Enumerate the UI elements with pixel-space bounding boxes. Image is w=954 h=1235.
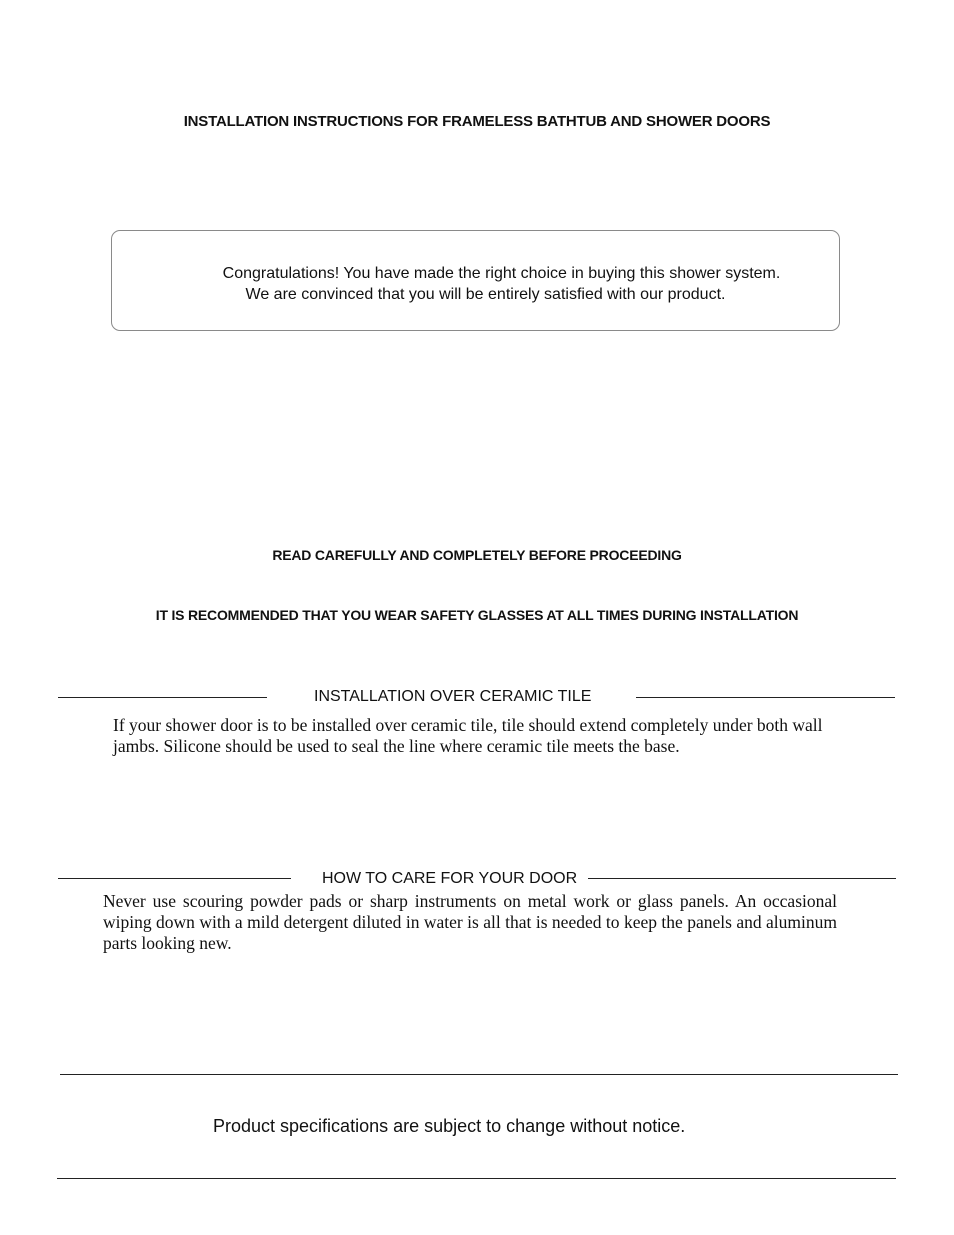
read-carefully-notice: READ CAREFULLY AND COMPLETELY BEFORE PROCEEDING <box>272 547 682 563</box>
ceramic-tile-heading: INSTALLATION OVER CERAMIC TILE <box>314 688 592 705</box>
care-heading: HOW TO CARE FOR YOUR DOOR <box>322 870 578 887</box>
congratulations-line-2: We are convinced that you will be entirely satisfied with our product. <box>245 286 726 303</box>
care-rule-left <box>58 878 291 879</box>
care-rule-right <box>588 878 896 879</box>
footer-rule-top <box>60 1074 898 1075</box>
ceramic-tile-rule-right <box>636 697 895 698</box>
footer-rule-bottom <box>57 1178 896 1179</box>
ceramic-tile-rule-left <box>58 697 267 698</box>
footer-notice: Product specifications are subject to change without notice. <box>213 1116 686 1136</box>
safety-glasses-notice: IT IS RECOMMENDED THAT YOU WEAR SAFETY GLASSES AT ALL TIMES DURING INSTALLATION <box>155 607 799 623</box>
care-body: Never use scouring powder pads or sharp instruments on metal work or glass panels. An occasional wiping down with a mild detergent diluted in water is all that is needed to keep the panels and aluminum parts looking new. <box>103 891 837 953</box>
congratulations-line-1: Congratulations! You have made the right choice in buying this shower system. <box>222 265 781 282</box>
ceramic-tile-body: If your shower door is to be installed over ceramic tile, tile should extend completely under both wall jambs. Silicone should be used to seal the line where ceramic tile meets the base. <box>113 715 823 756</box>
page-title: INSTALLATION INSTRUCTIONS FOR FRAMELESS BATHTUB AND SHOWER DOORS <box>183 113 771 130</box>
congratulations-box <box>111 230 840 331</box>
